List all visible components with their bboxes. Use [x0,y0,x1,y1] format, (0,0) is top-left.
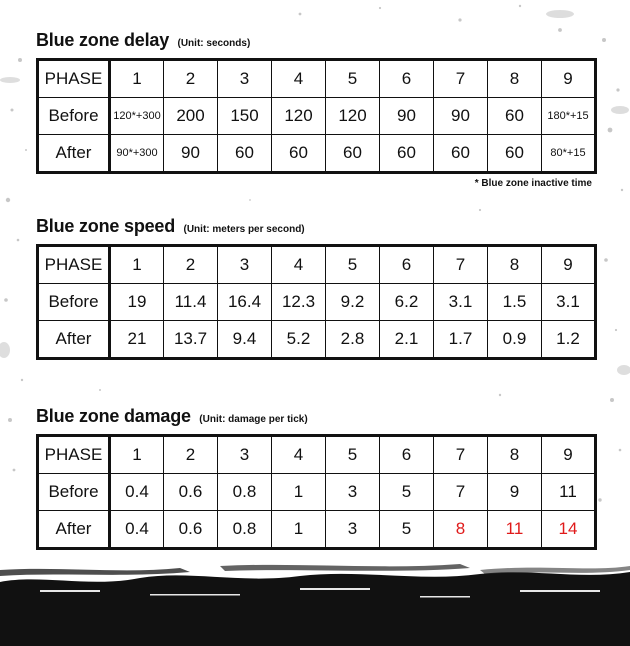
header-cell: 6 [380,246,434,284]
header-cell: 9 [542,246,596,284]
header-cell: 5 [326,60,380,98]
table-row [38,436,596,474]
header-cell: PHASE [38,60,110,98]
table-row [38,284,596,321]
table-cell: 60 [380,135,434,173]
speed-table [36,244,597,360]
table-cell: 6.2 [380,284,434,321]
delay-section [36,30,594,174]
table-row [38,135,596,173]
table-cell: 13.7 [164,321,218,359]
table-cell: 60 [488,135,542,173]
table-cell: 0.9 [488,321,542,359]
table-cell: 9 [488,474,542,511]
brush-stroke-footer [0,560,630,646]
table-cell: 60 [434,135,488,173]
table-cell: 11 [542,474,596,511]
header-cell: 7 [434,60,488,98]
table-cell: 180*+15 [542,98,596,135]
highlighted-cell: 8 [434,511,488,549]
header-cell: 6 [380,60,434,98]
table-cell: 0.4 [110,474,164,511]
table-cell: 200 [164,98,218,135]
row-label: After [38,511,110,549]
speed-section [36,216,594,360]
table-cell: 11.4 [164,284,218,321]
header-cell: 2 [164,436,218,474]
table-cell: 120*+300 [110,98,164,135]
table-row [38,98,596,135]
header-cell: 3 [218,436,272,474]
header-cell: 5 [326,436,380,474]
table-cell: 21 [110,321,164,359]
table-cell: 16.4 [218,284,272,321]
header-cell: 7 [434,246,488,284]
header-cell: PHASE [38,436,110,474]
table-cell: 1.5 [488,284,542,321]
table-cell: 9.2 [326,284,380,321]
table-row [38,474,596,511]
table-cell: 0.6 [164,474,218,511]
header-cell: 8 [488,60,542,98]
table-cell: 1.2 [542,321,596,359]
table-cell: 9.4 [218,321,272,359]
table-cell: 120 [272,98,326,135]
table-cell: 0.6 [164,511,218,549]
header-cell: 1 [110,246,164,284]
highlighted-cell: 11 [488,511,542,549]
damage-unit: (Unit: damage per tick) [199,414,308,425]
header-cell: 8 [488,246,542,284]
row-label: Before [38,284,110,321]
table-cell: 60 [272,135,326,173]
table-cell: 80*+15 [542,135,596,173]
highlighted-cell: 14 [542,511,596,549]
speed-unit: (Unit: meters per second) [183,224,305,235]
row-label: After [38,135,110,173]
table-cell: 5 [380,511,434,549]
delay-table [36,58,597,174]
table-row [38,60,596,98]
header-cell: 9 [542,436,596,474]
table-cell: 3.1 [542,284,596,321]
header-cell: 5 [326,246,380,284]
table-cell: 0.4 [110,511,164,549]
header-cell: 1 [110,60,164,98]
table-cell: 90 [164,135,218,173]
header-cell: 1 [110,436,164,474]
table-cell: 90*+300 [110,135,164,173]
damage-title: Blue zone damage [36,406,191,426]
speed-title: Blue zone speed [36,216,176,236]
table-cell: 0.8 [218,474,272,511]
table-cell: 60 [326,135,380,173]
header-cell: PHASE [38,246,110,284]
table-cell: 1 [272,511,326,549]
table-cell: 90 [380,98,434,135]
table-cell: 2.8 [326,321,380,359]
table-cell: 90 [434,98,488,135]
header-cell: 4 [272,246,326,284]
table-cell: 3 [326,474,380,511]
header-cell: 9 [542,60,596,98]
table-cell: 60 [488,98,542,135]
header-cell: 2 [164,60,218,98]
table-cell: 1.7 [434,321,488,359]
table-cell: 7 [434,474,488,511]
table-cell: 1 [272,474,326,511]
header-cell: 3 [218,246,272,284]
table-cell: 3.1 [434,284,488,321]
table-cell: 2.1 [380,321,434,359]
header-cell: 4 [272,436,326,474]
inactive-time-note: * Blue zone inactive time [474,178,592,189]
table-cell: 5 [380,474,434,511]
table-row [38,246,596,284]
row-label: Before [38,474,110,511]
table-cell: 60 [218,135,272,173]
table-cell: 150 [218,98,272,135]
table-cell: 0.8 [218,511,272,549]
header-cell: 7 [434,436,488,474]
table-cell: 5.2 [272,321,326,359]
damage-table [36,434,597,550]
row-label: Before [38,98,110,135]
table-row [38,511,596,549]
row-label: After [38,321,110,359]
delay-title: Blue zone delay [36,30,170,50]
table-cell: 19 [110,284,164,321]
table-cell: 3 [326,511,380,549]
delay-unit: (Unit: seconds) [177,38,251,49]
header-cell: 3 [218,60,272,98]
header-cell: 6 [380,436,434,474]
table-row [38,321,596,359]
table-cell: 12.3 [272,284,326,321]
header-cell: 8 [488,436,542,474]
header-cell: 4 [272,60,326,98]
damage-section [36,406,594,550]
table-cell: 120 [326,98,380,135]
header-cell: 2 [164,246,218,284]
